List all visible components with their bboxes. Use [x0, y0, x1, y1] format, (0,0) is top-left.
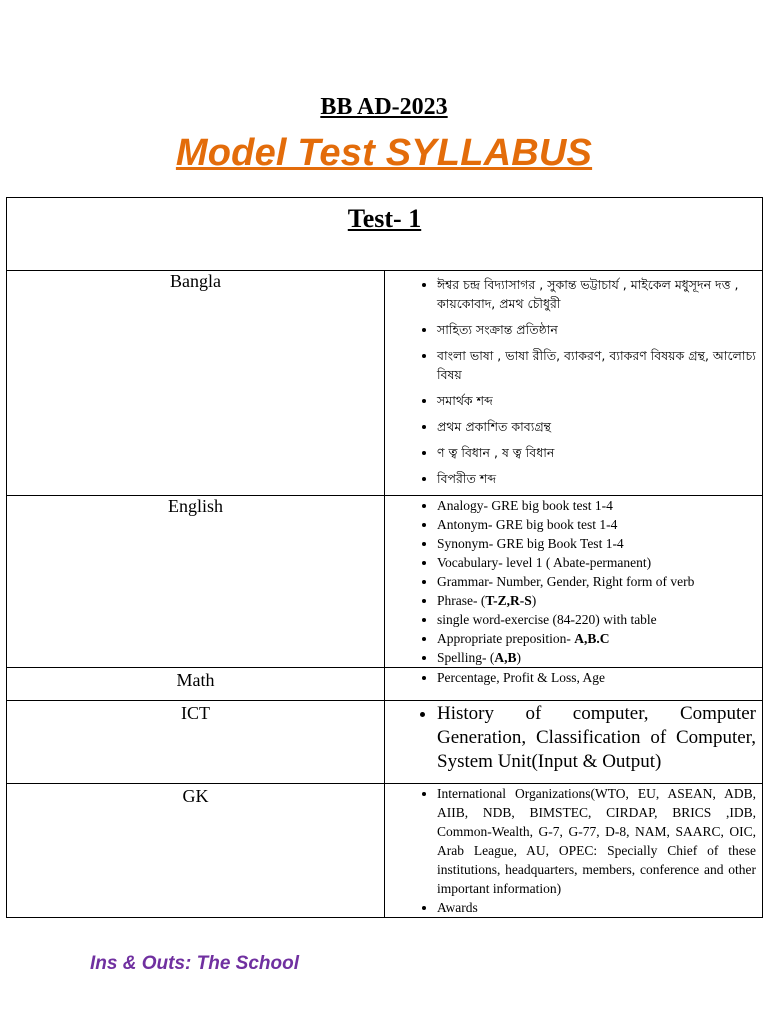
list-item: • single word-exercise (84-220) with table [437, 610, 756, 629]
subject-name-bangla: Bangla [7, 271, 385, 496]
topics-ict [385, 701, 763, 784]
spelling-prefix: Spelling- ( [437, 650, 495, 665]
list-item: • International Organizations(WTO, EU, ASEAN, ADB, AIIB, NDB, BIMSTEC, CIRDAP, BRICS ,IDB, Common-Wealth, G-7, G-77, D-8, NAM, SAARC, OIC, Arab League, AU, OPEC: Specially Chief of these institutions, headquarters, members, conference and other important information) [437, 784, 756, 898]
spelling-range: A,B [494, 650, 517, 665]
phrase-range: T-Z,R-S [485, 593, 532, 608]
list-item: • Antonym- GRE big book test 1-4 [437, 515, 756, 534]
table-row-ict [7, 701, 763, 784]
subject-name-ict: ICT [7, 701, 385, 784]
table-row-bangla [7, 271, 763, 496]
document-subtitle: BB AD-2023 [320, 94, 448, 120]
phrase-suffix: ) [531, 593, 537, 608]
list-item: • সাহিত্য সংক্রান্ত প্রতিষ্ঠান [437, 320, 756, 339]
list-item: • ঈশ্বর চন্দ্র বিদ্যাসাগর , সুকান্ত ভট্টাচার্য , মাইকেল মধুসূদন দত্ত , কায়কোবাদ, প্রমথ চৌধুরী [437, 275, 756, 313]
list-item [437, 591, 756, 610]
list-item: • History of computer, Computer Generation, Classification of Computer, System Unit(Input & Output) [437, 702, 756, 774]
subject-name-english: English [7, 496, 385, 668]
topics-bangla [385, 271, 763, 496]
table-row-math [7, 668, 763, 701]
list-item: • Grammar- Number, Gender, Right form of verb [437, 572, 756, 591]
footer-brand: Ins & Outs: The School [90, 953, 300, 974]
subject-name-math: Math [7, 668, 385, 701]
test-title: Test- 1 [347, 204, 422, 233]
topics-math [385, 668, 763, 701]
test-header-row [7, 198, 763, 271]
syllabus-table [6, 197, 763, 918]
list-item: • Analogy- GRE big book test 1-4 [437, 496, 756, 515]
list-item: • Vocabulary- level 1 ( Abate-permanent) [437, 553, 756, 572]
preposition-prefix: Appropriate preposition- [437, 631, 575, 646]
list-item: • বাংলা ভাষা , ভাষা রীতি, ব্যাকরণ, ব্যাকরণ বিষয়ক গ্রন্থ, আলোচ্য বিষয় [437, 346, 756, 384]
list-item: • প্রথম প্রকাশিত কাব্যগ্রন্থ [437, 417, 756, 436]
list-item: • Percentage, Profit & Loss, Age [437, 668, 756, 688]
table-row-english [7, 496, 763, 668]
preposition-range: A,B.C [574, 631, 610, 646]
topics-english [385, 496, 763, 668]
topics-gk [385, 784, 763, 918]
list-item [437, 648, 756, 667]
spelling-suffix: ) [516, 650, 522, 665]
test-header-cell [7, 198, 763, 271]
subject-name-gk: GK [7, 784, 385, 918]
list-item: • Synonym- GRE big Book Test 1-4 [437, 534, 756, 553]
document-title: Model Test SYLLABUS [175, 132, 593, 174]
list-item: • বিপরীত শব্দ [437, 469, 756, 488]
list-item: • ণ ত্ব বিধান , ষ ত্ব বিধান [437, 443, 756, 462]
phrase-prefix: Phrase- ( [437, 593, 486, 608]
table-row-gk [7, 784, 763, 918]
list-item: • সমার্থক শব্দ [437, 391, 756, 410]
list-item: • Awards [437, 898, 756, 917]
list-item [437, 629, 756, 648]
